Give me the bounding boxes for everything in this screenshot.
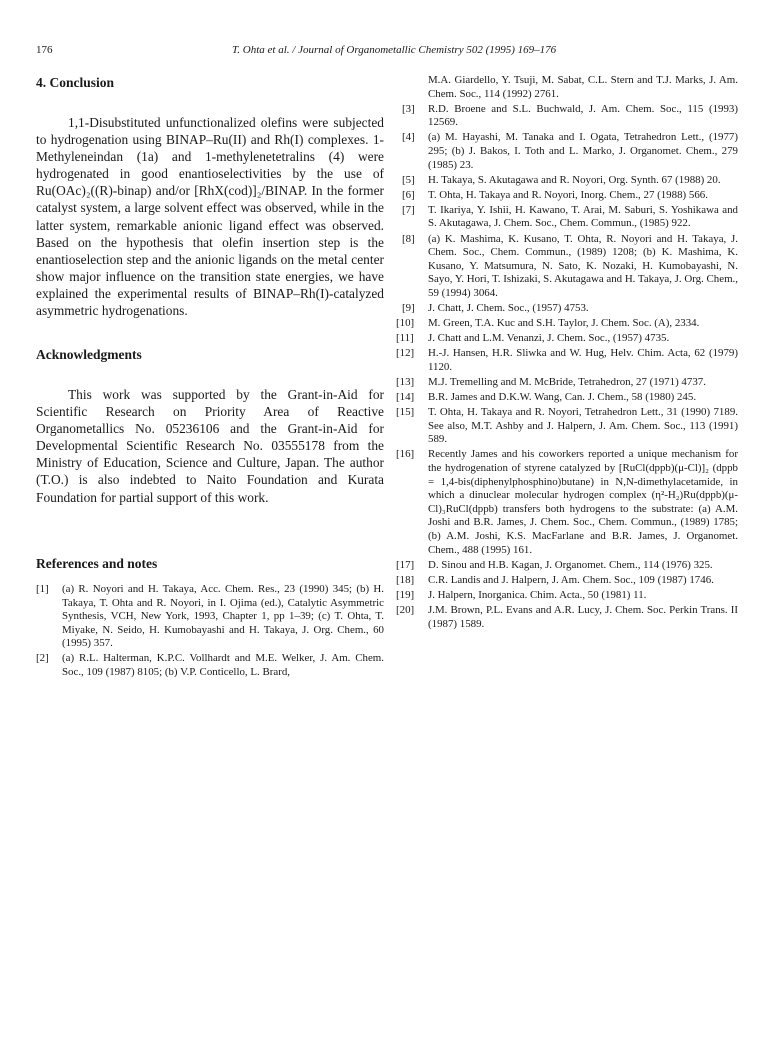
reference-text: Recently James and his coworkers reported a unique mechanism for the hydrogenation of styrene catalyzed by [RuCl(dppb)(μ-Cl)]₂ (dppb = 1,4-bis(diphenylphosphino)butane) in N,N-dimethylacetamide, in which a dinuclear molecular hydrogen complex (η²-H₂)Ru(dppb)(μ-Cl)₃RuCl(dppb) transfers both hydrogens to the substrate: (a) A.M. Joshi and B.R. James, J. Chem. Soc., Chem. Commun., (1989) 1785; (b) A.M. Joshi, K.S. MacFarlane and B.R. James, J. Organomet. Chem., 488 (1995) 161. — [428, 448, 738, 556]
reference-item — [402, 189, 738, 203]
reference-item — [396, 603, 738, 631]
reference-number: [11] — [396, 332, 414, 345]
reference-text: R.D. Broene and S.L. Buchwald, J. Am. Chem. Soc., 115 (1993) 12569. — [428, 102, 738, 129]
reference-text: J.M. Brown, P.L. Evans and A.R. Lucy, J. Chem. Soc. Perkin Trans. II (1987) 1589. — [428, 603, 738, 630]
reference-number: [12] — [396, 347, 415, 360]
reference-text: (a) M. Hayashi, M. Tanaka and I. Ogata, Tetrahedron Lett., (1977) 295; (b) J. Bakos, I. Toth and L. Marko, J. Organomet. Chem., 279 (1985) 23. — [428, 131, 738, 171]
reference-text: (a) R. Noyori and H. Takaya, Acc. Chem. Res., 23 (1990) 345; (b) H. Takaya, T. Ohta and R. Noyori, in I. Ojima (ed.), Catalytic Asymmetric Synthesis, VCH, New York, 1993, Chapter 1, pp 1–39; (c) T. Ohta, T. Miyake, N. Seido, H. Kumobayashi and H. Takaya, J. Org. Chem., 60 (1995) 357. — [62, 583, 384, 650]
reference-text: T. Ikariya, Y. Ishii, H. Kawano, T. Arai, M. Saburi, S. Yoshikawa and S. Akutagawa, J. Chem. Soc., Chem. Commun., (1985) 922. — [428, 203, 738, 230]
reference-text: H.-J. Hansen, H.R. Sliwka and W. Hug, Helv. Chim. Acta, 62 (1979) 1120. — [428, 347, 738, 373]
reference-text: C.R. Landis and J. Halpern, J. Am. Chem. Soc., 109 (1987) 1746. — [428, 573, 714, 586]
reference-item — [396, 448, 738, 557]
reference-number: [10] — [396, 317, 415, 330]
reference-number: [18] — [396, 573, 415, 586]
conclusion-paragraph: 1,1-Disubstituted unfunctionalized olefins were subjected to hydrogenation using BINAP–Ru(II) and Rh(I) complexes. 1-Methyleneindan (1a) and 1-methylenetetralins (4) were hydrogenated in good enantioselectivities by the use of Ru(OAc)₂((R)-binap) and/or [RhX(cod)]₂/BINAP. In the former catalyst system, a large solvent effect was observed, while in the latter system, remarkable anionic ligand effect was observed. Based on the hypothesis that olefin insertion step is the enantioselection step and the anionic ligands on the metal center show major influence on the transition state energies, we have explained the experimental results of BINAP–Rh(I)-catalyzed asymmetric hydrogenations. — [36, 115, 384, 319]
reference-item — [396, 588, 738, 603]
reference-continuation: M.A. Giardello, Y. Tsuji, M. Sabat, C.L. Stern and T.J. Marks, J. Am. Chem. Soc., 114 (1992) 2761. — [428, 74, 738, 100]
reference-item — [396, 332, 738, 346]
references-list-right — [396, 74, 738, 633]
conclusion-heading: 4. Conclusion — [36, 75, 115, 90]
reference-number: [4] — [402, 131, 415, 144]
reference-text: (a) K. Mashima, K. Kusano, T. Ohta, R. Noyori and H. Takaya, J. Chem. Soc., Chem. Commun., (1989) 1208; (b) K. Mashima, K. Kusano, Y. Matsumura, N. Sato, K. Nozaki, H. Kumobayashi, N. Sayo, Y. Hori, T. Ishizaki, S. Akutagawa and H. Takaya, J. Org. Chem., 59 (1994) 3064. — [428, 232, 738, 299]
reference-item — [396, 391, 738, 405]
reference-number: [8] — [402, 232, 415, 245]
reference-item — [402, 131, 738, 172]
references-heading: References and notes — [36, 556, 158, 571]
reference-number: [3] — [402, 102, 415, 115]
reference-text: T. Ohta, H. Takaya and R. Noyori, Inorg. Chem., 27 (1988) 566. — [428, 188, 708, 201]
reference-number: [13] — [396, 375, 415, 388]
reference-number: [15] — [396, 406, 415, 419]
page-number: 176 — [36, 44, 53, 56]
reference-number: [9] — [402, 302, 415, 314]
reference-number: [19] — [396, 588, 415, 601]
running-head — [36, 44, 732, 60]
reference-text: H. Takaya, S. Akutagawa and R. Noyori, Org. Synth. 67 (1988) 20. — [428, 173, 721, 186]
reference-number: [5] — [402, 173, 415, 186]
reference-text: (a) R.L. Halterman, K.P.C. Vollhardt and M.E. Welker, J. Am. Chem. Soc., 109 (1987) 8105; (b) V.P. Conticello, L. Brard, — [62, 652, 384, 679]
acknowledgments-paragraph: This work was supported by the Grant-in-Aid for Scientific Research on Priority Area of Reactive Organometallics No. 05236106 and the Grant-in-Aid for Developmental Scientific Research No. 03555178 from the Ministry of Education, Science and Culture, Japan. The author (T.O.) is also indebted to Naito Foundation and Kurata Foundation for partial support of this work. — [36, 387, 384, 505]
reference-item — [402, 204, 738, 231]
reference-item — [36, 652, 384, 679]
reference-text: J. Chatt, J. Chem. Soc., (1957) 4753. — [428, 302, 589, 314]
reference-number: [1] — [36, 583, 49, 595]
reference-text: M. Green, T.A. Kuc and S.H. Taylor, J. Chem. Soc. (A), 2334. — [428, 317, 700, 330]
reference-number: [16] — [396, 448, 415, 461]
references-list-left — [36, 583, 384, 681]
reference-item — [396, 347, 738, 374]
reference-item — [402, 302, 738, 316]
left-column — [36, 74, 384, 679]
reference-text: T. Ohta, H. Takaya and R. Noyori, Tetrahedron Lett., 31 (1990) 7189. See also, M.T. Ashby and J. Halpern, J. Am. Chem. Soc., 113 (1991) 589. — [428, 406, 738, 446]
reference-text: B.R. James and D.K.W. Wang, Can. J. Chem., 58 (1980) 245. — [428, 391, 697, 404]
reference-text: J. Halpern, Inorganica. Chim. Acta., 50 (1981) 11. — [428, 588, 647, 601]
reference-number: [20] — [396, 603, 415, 616]
reference-item — [396, 558, 738, 573]
reference-number: [2] — [36, 652, 49, 665]
reference-item — [396, 317, 738, 331]
reference-number: [17] — [396, 558, 415, 571]
acknowledgments-heading: Acknowledgments — [36, 347, 142, 362]
reference-item — [36, 583, 384, 651]
reference-item — [396, 406, 738, 447]
reference-item — [402, 103, 738, 130]
reference-text: M.J. Tremelling and M. McBride, Tetrahedron, 27 (1971) 4737. — [428, 375, 706, 388]
journal-reference: T. Ohta et al. / Journal of Organometallic Chemistry 502 (1995) 169–176 — [232, 44, 557, 56]
reference-number: [6] — [402, 188, 415, 201]
reference-item — [396, 573, 738, 588]
reference-number: [7] — [402, 203, 415, 216]
reference-item — [402, 174, 738, 188]
reference-number: [14] — [396, 391, 415, 404]
reference-item — [402, 233, 738, 301]
reference-item — [396, 375, 738, 390]
reference-text: D. Sinou and H.B. Kagan, J. Organomet. Chem., 114 (1976) 325. — [428, 558, 713, 571]
reference-text: J. Chatt and L.M. Venanzi, J. Chem. Soc., (1957) 4735. — [428, 332, 670, 345]
